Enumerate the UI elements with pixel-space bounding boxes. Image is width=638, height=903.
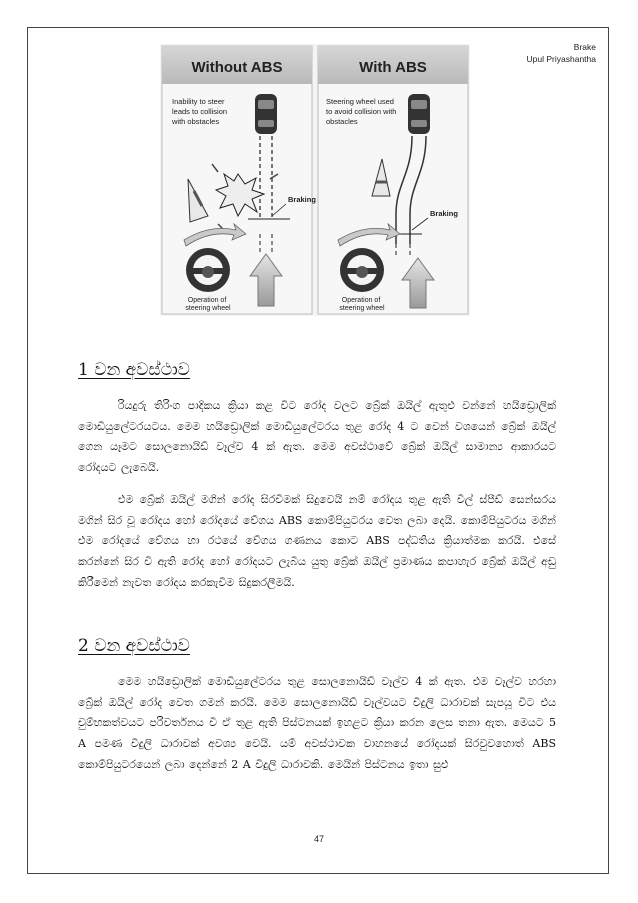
section-heading-2: 2 වන අවස්ථාව	[78, 636, 190, 656]
left-braking-label: Braking	[288, 195, 316, 204]
car-icon	[408, 94, 430, 134]
section-1-paragraph-2: එම බ්‍රේක් ඔයිල් මගින් රෝද සිරවීමක් සිදුවෙයි නම් රෝදය තුළ ඇති වීල් ස්පීඩ් සෙන්සරය මගින් සිර වූ රෝදය හෝ රෝදයේ වේගය ABS කොම්පියුටරය වෙත ලබා දෙයි. කොම්පියුටරය මගින් එම රෝදයේ වේගය හා රථයේ වේගය ගණනය කොට ABS පද්ධතිය ක්‍රියාත්මක කරයි. එසේ කරන්නේ සිර වී ඇති රෝද හෝ රෝදයට ලැබිය යුතු බ්‍රේක් ඔයිල් ප්‍රමාණය කපාහැර බ්‍රේක් ඔයිල් අඩු කිරීමෙන් නැවත රෝදය කරකැවීම සිදුකරලීමයි.	[78, 493, 556, 589]
car-icon	[255, 94, 277, 134]
left-steering-label: Operation of steering wheel	[185, 297, 231, 312]
section-1-paragraph-1: රියදුරු තිරිංග පාදිකය ක්‍රියා කළ විට රෝද වලට බ්‍රේක් ඔයිල් ඇතුළු වන්නේ හයිඩ්‍රොලික් මොඩියුලේටරයටය. මෙම හයිඩ්‍රොලික් මොඩියුලේටරය තුළ රෝද 4 ට වෙන් වශයෙන් බ්‍රේක් ඔයිල් ගෙන යෑමට සොලනොයිඩ් වෑල්ව 4 ක් ඇත. මෙම අවස්ථාවේ බ්‍රේක් ඔයිල් සාමාන්‍ය ආකාරයට රෝදයට ලැබෙයි.	[78, 399, 556, 475]
section-heading-1: 1 වන අවස්ථාව	[78, 360, 190, 380]
right-title: With ABS	[359, 59, 427, 76]
page-number: 47	[313, 834, 324, 844]
steering-wheel-icon	[186, 248, 230, 292]
left-caption: Inability to steer leads to collision with obstacles	[172, 97, 228, 126]
page-header	[527, 41, 596, 65]
steering-wheel-icon	[340, 248, 384, 292]
right-braking-label: Braking	[430, 209, 458, 218]
abs-diagram	[160, 44, 470, 316]
header-title: Brake	[573, 42, 596, 52]
left-title: Without ABS	[191, 59, 283, 76]
abs-comparison-figure	[160, 44, 470, 316]
header-author: Upul Priyashantha	[526, 54, 596, 64]
right-caption: Steering wheel used to avoid collision with obstacles	[326, 97, 397, 126]
right-steering-label: Operation of steering wheel	[339, 297, 385, 312]
section-2-paragraph-1: මෙම හයිඩ්‍රොලික් මොඩියුලේටරය තුළ සොලනොයිඩ් වෑල්ව 4 ක් ඇත. එම වෑල්ව හරහා බ්‍රේක් ඔයිල් රෝද වෙත ගමන් කරයි. මෙම සොලනොයිඩ් වෑල්වයට විදුලි ධාරාවක් සැපයූ විට එය චුම්භකත්වයට පරිවර්තනය වී ඒ තුළ ඇති පිස්ටනයක් ඉහළට ක්‍රියා කරන ලෙස තනා ඇත. මෙයට 5 A පමණ විදුලි ධාරාවක් අවශ්‍ය වෙයි. යම් අවස්ථාවක වාහනයේ රෝදයක් සිරවුවහොත් ABS කොම්පියුටරයෙන් ලබා දෙන්නේ 2 A විදුලි ධාරාවකි. මෙයින් පිස්ටනය ඉතා සුළු	[78, 675, 556, 771]
